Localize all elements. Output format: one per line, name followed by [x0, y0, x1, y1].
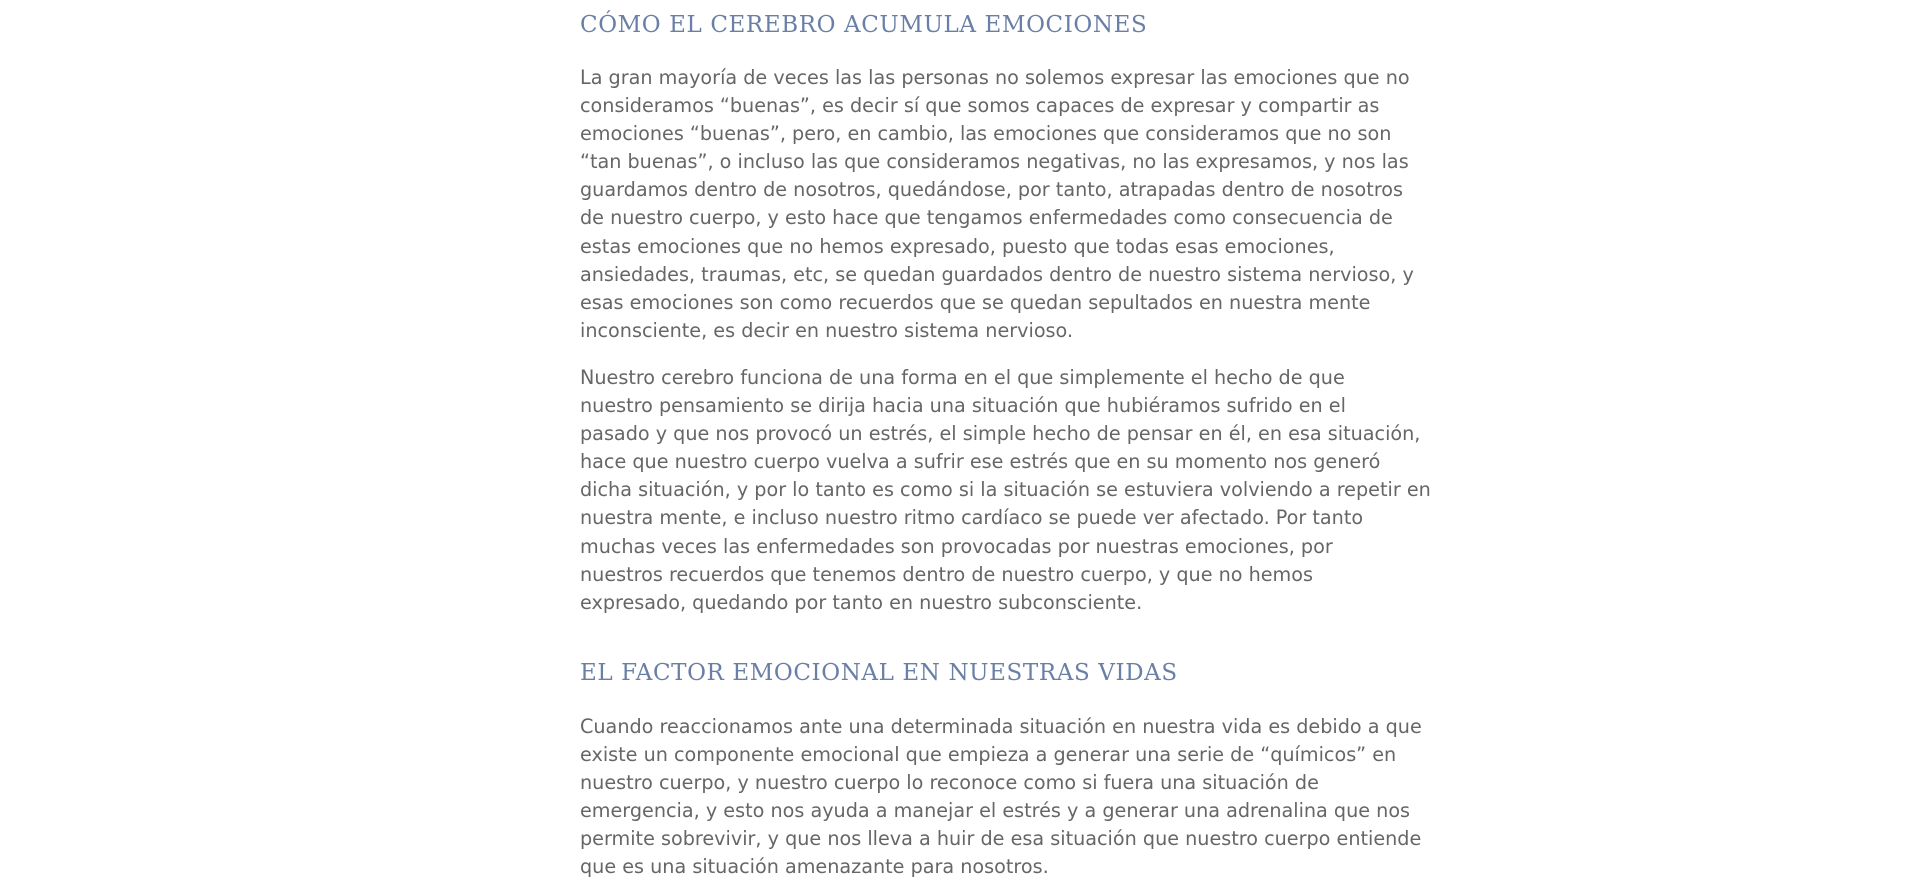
paragraph-line: “tan buenas”, o incluso las que consideramos negativas, no las expresamos, y nos las	[580, 150, 1409, 174]
paragraph-line: esas emociones son como recuerdos que se quedan sepultados en nuestra mente	[580, 290, 1371, 314]
section-heading-brain-emotions: CÓMO EL CEREBRO ACUMULA EMOCIONES	[580, 12, 1148, 38]
paragraph-line: ansiedades, traumas, etc, se quedan guardados dentro de nuestro sistema nervioso, y	[580, 262, 1414, 286]
paragraph-line: Nuestro cerebro funciona de una forma en el que simplemente el hecho de que	[580, 366, 1345, 389]
paragraph-line: consideramos “buenas”, es decir sí que somos capaces de expresar y compartir as	[580, 94, 1380, 118]
section-heading-emotional-factor: EL FACTOR EMOCIONAL EN NUESTRAS VIDAS	[580, 660, 1178, 686]
paragraph-line: nuestro pensamiento se dirija hacia una situación que hubiéramos sufrido en el	[580, 394, 1346, 418]
paragraph-line: emergencia, y esto nos ayuda a manejar el estrés y a generar una adrenalina que nos	[580, 799, 1411, 823]
paragraph-line: pasado y que nos provocó un estrés, el simple hecho de pensar en él, en esa situación,	[580, 422, 1421, 446]
paragraph-line: expresado, quedando por tanto en nuestro subconsciente.	[580, 590, 1143, 614]
paragraph-brain-emotions-1	[580, 64, 1414, 345]
paragraph-brain-emotions-2	[580, 364, 1431, 617]
paragraph-line: nuestro cuerpo, y nuestro cuerpo lo reconoce como si fuera una situación de	[580, 771, 1319, 795]
paragraph-line: guardamos dentro de nosotros, quedándose, por tanto, atrapadas dentro de nosotros	[580, 178, 1404, 202]
paragraph-line: que es una situación amenazante para nosotros.	[580, 855, 1049, 879]
paragraph-emotional-factor-1	[580, 713, 1422, 882]
paragraph-line: dicha situación, y por lo tanto es como si la situación se estuviera volviendo a repetir en	[580, 478, 1431, 502]
paragraph-line: nuestros recuerdos que tenemos dentro de nuestro cuerpo, y que no hemos	[580, 562, 1313, 586]
paragraph-line: estas emociones que no hemos expresado, puesto que todas esas emociones,	[580, 234, 1335, 258]
paragraph-line: Cuando reaccionamos ante una determinada situación en nuestra vida es debido a que	[580, 715, 1422, 738]
paragraph-line: existe un componente emocional que empieza a generar una serie de “químicos” en	[580, 743, 1397, 767]
paragraph-line: hace que nuestro cuerpo vuelva a sufrir ese estrés que en su momento nos generó	[580, 450, 1381, 474]
paragraph-line: muchas veces las enfermedades son provocadas por nuestras emociones, por	[580, 534, 1333, 558]
paragraph-line: emociones “buenas”, pero, en cambio, las emociones que consideramos que no son	[580, 122, 1392, 146]
paragraph-line: inconsciente, es decir en nuestro sistema nervioso.	[580, 318, 1074, 342]
paragraph-line: La gran mayoría de veces las las personas no solemos expresar las emociones que no	[580, 66, 1410, 89]
paragraph-line: nuestra mente, e incluso nuestro ritmo cardíaco se puede ver afectado. Por tanto	[580, 506, 1364, 530]
paragraph-line: permite sobrevivir, y que nos lleva a huir de esa situación que nuestro cuerpo entiende	[580, 827, 1422, 851]
paragraph-line: de nuestro cuerpo, y esto hace que tengamos enfermedades como consecuencia de	[580, 206, 1393, 230]
